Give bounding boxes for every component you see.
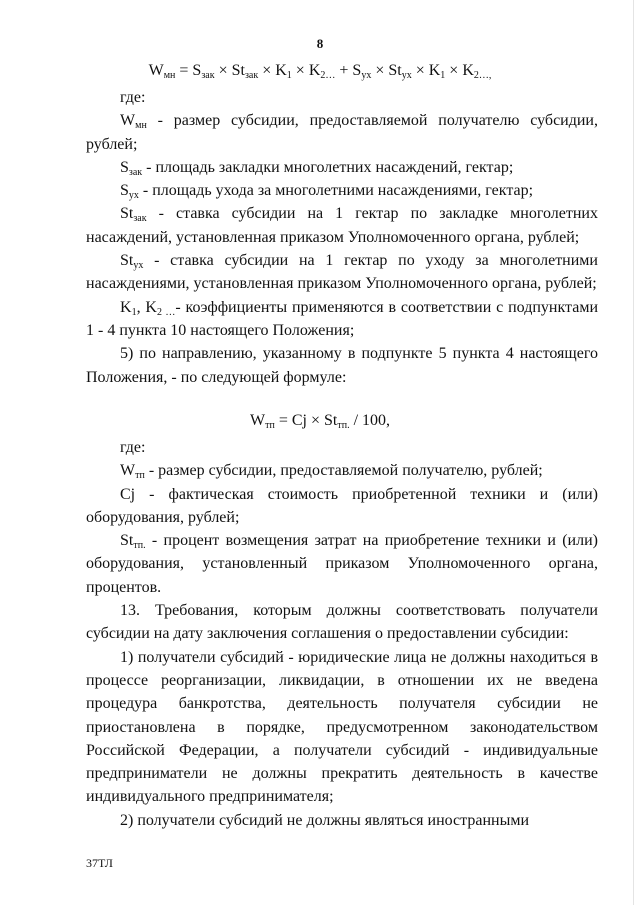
- page-number: 8: [316, 36, 324, 51]
- item-13-1: 1) получатели субсидий - юридические лица не должны находиться в процессе реорганизации, ликвидации, в отношении их не введена процедура банкротства, деятельность получателя субсидии не приостановлена в порядке, предусмотренном законодательством Российской Федерации, а получатели субсидий - индивидуальные предприниматели не должны прекратить деятельность в качестве индивидуального предпринимателя;: [86, 648, 598, 806]
- where-label-2: где:: [120, 439, 146, 456]
- item-13-2: 2) получатели субсидий не должны являться иностранными: [120, 811, 530, 829]
- def-w-mn: $W_{мн}$ - размер субсидии, предоставляемой получателю субсидии, рублей;: [86, 112, 598, 153]
- item-13: 13. Требования, которым должны соответствовать получатели субсидии на дату заключения соглашения о предоставлении субсидии:: [86, 602, 598, 643]
- def-coefficients: $K_1$, $K_{2 \dots}-$ коэффициенты применяются в соответствии с подпунктами 1 - 4 пункта 10 настоящего Положения;: [86, 298, 598, 339]
- formula-2-definitions: [86, 436, 598, 832]
- def-s-zak: $S_{зак}$ - площадь закладки многолетних насаждений, гектар;: [120, 158, 514, 178]
- def-w-tp: $W_{тп}$ - размер субсидии, предоставляемой получателю, рублей;: [120, 462, 543, 482]
- where-label: где:: [120, 89, 146, 106]
- formula-1-definitions: [86, 86, 598, 389]
- def-st-tp: $St_{тп.}$ - процент возмещения затрат на приобретение техники и (или) оборудования, установленный приказом Уполномоченного органа, процентов.: [86, 532, 598, 596]
- item-5: 5) по направлению, указанному в подпункте 5 пункта 4 настоящего Положения, - по следующей формуле:: [86, 345, 598, 386]
- def-s-ux: $S_{ух}$ - площадь ухода за многолетними насаждениями, гектар;: [120, 182, 534, 202]
- def-st-zak: $St_{зак}$ - ставка субсидии на 1 гектар по закладке многолетних насаждений, установленная приказом Уполномоченного органа, рублей;: [86, 205, 598, 246]
- subsidy-formula-1: $W_{мн} = S_{зак} \times St_{зак} \times K_1 \times K_{2\dots} + S_{ух} \times St_{ух} \times K_1 \times K_{2\dots,}$: [148, 62, 492, 81]
- subsidy-formula-2: $W_{тп} = Cj \times St_{тп.} / 100$,: [249, 412, 391, 431]
- def-cj: Cj - фактическая стоимость приобретенной техники и (или) оборудования, рублей;: [86, 485, 598, 526]
- def-st-ux: $St_{ух}$ - ставка субсидии на 1 гектар по уходу за многолетними насаждениями, установленная приказом Уполномоченного органа, рублей;: [86, 252, 598, 293]
- scan-edge-line: [633, 0, 634, 905]
- document-code: 37ТЛ: [86, 856, 113, 870]
